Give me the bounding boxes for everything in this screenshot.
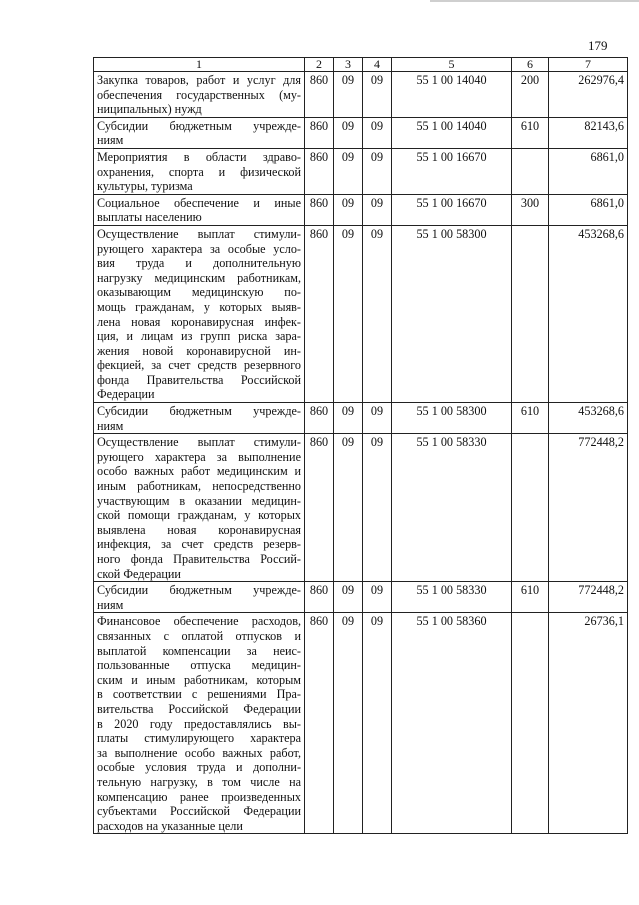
row-code-grbs-cell: 860 (305, 117, 334, 148)
row-name-line: ниям (97, 418, 124, 433)
table-row (94, 225, 628, 402)
row-name-line: ниям (97, 597, 124, 612)
row-amount-cell: 6861,0 (549, 148, 628, 194)
row-name-line: ция, и лицам из групп риска зара- (97, 329, 301, 344)
row-section-cell: 09 (334, 117, 363, 148)
row-subsection-cell: 09 (363, 613, 392, 834)
row-section-cell: 09 (334, 582, 363, 613)
row-amount-cell: 262976,4 (549, 72, 628, 118)
row-target-article-cell: 55 1 00 16670 (392, 148, 512, 194)
row-code-grbs-cell: 860 (305, 613, 334, 834)
row-name-line: лена новая коронавирусная инфек- (97, 314, 301, 329)
row-amount-cell: 453268,6 (549, 225, 628, 402)
row-name-line: особо важных работ медицинским и (97, 464, 301, 479)
row-name-cell (94, 148, 305, 194)
row-name-line: рующего характера за выполнение (97, 449, 301, 464)
row-name-line: фекцией, за счет средств резервного (97, 358, 301, 373)
row-target-article-cell: 55 1 00 16670 (392, 194, 512, 225)
row-expense-type-cell: 300 (512, 194, 549, 225)
row-name-line: ного фонда Правительства Россий- (97, 552, 301, 566)
row-name-line: пользованные отпуска медицин- (97, 658, 301, 673)
row-name-line: Осуществление выплат стимули- (97, 435, 301, 450)
row-name-line: Социальное обеспечение и иные (97, 195, 301, 210)
row-name-line: культуры, туризма (97, 179, 193, 194)
row-name-line: обеспечения государственных (му- (97, 87, 301, 102)
row-name-line: Осуществление выплат стимули- (97, 226, 301, 241)
row-section-cell: 09 (334, 194, 363, 225)
row-name-line: Мероприятия в области здраво- (97, 149, 301, 164)
row-subsection-cell: 09 (363, 225, 392, 402)
row-target-article-cell: 55 1 00 14040 (392, 72, 512, 118)
row-section-cell: 09 (334, 72, 363, 118)
row-name-line: компенсацию ранее произведенных (97, 789, 301, 804)
table-row (94, 72, 628, 118)
row-name-line: жения новой коронавирусной ин- (97, 343, 301, 358)
row-target-article-cell: 55 1 00 58300 (392, 225, 512, 402)
row-name-line: рующего характера за особые усло- (97, 241, 301, 256)
table-row (94, 117, 628, 148)
row-amount-cell: 6861,0 (549, 194, 628, 225)
header-cell: 3 (334, 58, 363, 72)
row-name-line: охранения, спорта и физической (97, 164, 301, 179)
header-cell: 7 (549, 58, 628, 72)
table-header-row (94, 58, 628, 72)
header-cell: 5 (392, 58, 512, 72)
row-code-grbs-cell: 860 (305, 72, 334, 118)
header-cell: 1 (94, 58, 305, 72)
row-name-line: особые условия труда и дополни- (97, 760, 301, 775)
row-code-grbs-cell: 860 (305, 403, 334, 434)
row-section-cell: 09 (334, 434, 363, 582)
row-expense-type-cell (512, 434, 549, 582)
row-name-line: Субсидии бюджетным учрежде- (97, 404, 301, 419)
row-name-line: Федерации (97, 387, 155, 402)
row-name-line: ниципальных) нужд (97, 102, 202, 117)
table-row (94, 434, 628, 582)
table-row (94, 148, 628, 194)
row-name-line: платы стимулирующего характера (97, 731, 301, 746)
row-name-line: ским и иным работникам, которым (97, 672, 301, 687)
row-code-grbs-cell: 860 (305, 225, 334, 402)
row-name-line: нагрузку медицинским работникам, (97, 270, 301, 285)
row-name-cell (94, 194, 305, 225)
row-name-line: выявлена новая коронавирусная (97, 522, 301, 537)
row-section-cell: 09 (334, 613, 363, 834)
row-name-line: инфекция, за счет средств резерв- (97, 537, 301, 552)
header-cell: 4 (363, 58, 392, 72)
header-cell: 6 (512, 58, 549, 72)
row-name-line: тельную нагрузку, в том числе на (97, 774, 301, 789)
row-section-cell: 09 (334, 148, 363, 194)
row-name-line: Субсидии бюджетным учрежде- (97, 583, 301, 598)
row-subsection-cell: 09 (363, 403, 392, 434)
page-number: 179 (588, 38, 608, 53)
row-name-line: оказывающим медицинскую по- (97, 285, 301, 300)
row-name-line: за выполнение особо важных работ, (97, 745, 301, 760)
row-subsection-cell: 09 (363, 434, 392, 582)
row-name-line: иным работникам, непосредственно (97, 479, 301, 494)
row-section-cell: 09 (334, 403, 363, 434)
row-name-line: фонда Правительства Российской (97, 372, 301, 387)
row-name-line: выплатой компенсации за неис- (97, 643, 301, 658)
row-code-grbs-cell: 860 (305, 434, 334, 582)
row-name-line: субъектами Российской Федерации (97, 804, 301, 819)
row-subsection-cell: 09 (363, 117, 392, 148)
row-expense-type-cell (512, 148, 549, 194)
table-row (94, 613, 628, 834)
table-row (94, 403, 628, 434)
row-subsection-cell: 09 (363, 194, 392, 225)
row-target-article-cell: 55 1 00 58330 (392, 434, 512, 582)
row-subsection-cell: 09 (363, 582, 392, 613)
row-name-line: связанных с оплатой отпусков и (97, 628, 301, 643)
row-name-line: Закупка товаров, работ и услуг для (97, 73, 301, 87)
row-name-line: ской Федерации (97, 566, 181, 581)
table-row (94, 194, 628, 225)
row-section-cell: 09 (334, 225, 363, 402)
row-name-line: вительства Российской Федерации (97, 701, 301, 716)
row-code-grbs-cell: 860 (305, 582, 334, 613)
row-name-cell (94, 72, 305, 118)
row-target-article-cell: 55 1 00 58360 (392, 613, 512, 834)
row-subsection-cell: 09 (363, 72, 392, 118)
row-amount-cell: 82143,6 (549, 117, 628, 148)
row-expense-type-cell (512, 613, 549, 834)
row-name-cell (94, 613, 305, 834)
row-code-grbs-cell: 860 (305, 148, 334, 194)
row-expense-type-cell: 610 (512, 117, 549, 148)
table-row (94, 582, 628, 613)
row-name-line: в соответствии с решениями Пра- (97, 687, 301, 702)
row-name-cell (94, 403, 305, 434)
row-amount-cell: 772448,2 (549, 582, 628, 613)
row-name-line: ниям (97, 133, 124, 148)
row-amount-cell: 453268,6 (549, 403, 628, 434)
row-name-line: мощь гражданам, у которых выяв- (97, 299, 301, 314)
row-name-line: вия труда и дополнительную (97, 256, 301, 271)
row-expense-type-cell (512, 225, 549, 402)
row-code-grbs-cell: 860 (305, 194, 334, 225)
row-name-line: ской помощи гражданам, у которых (97, 508, 301, 523)
row-name-line: в 2020 году предоставлялись вы- (97, 716, 301, 731)
scan-edge-line (430, 0, 639, 2)
budget-table (93, 57, 628, 834)
row-amount-cell: 26736,1 (549, 613, 628, 834)
row-target-article-cell: 55 1 00 58330 (392, 582, 512, 613)
row-target-article-cell: 55 1 00 14040 (392, 117, 512, 148)
row-expense-type-cell: 610 (512, 403, 549, 434)
row-name-line: участвующим в оказании медицин- (97, 493, 301, 508)
row-name-line: Субсидии бюджетным учрежде- (97, 118, 301, 133)
row-name-line: расходов на указанные цели (97, 818, 243, 833)
row-amount-cell: 772448,2 (549, 434, 628, 582)
row-expense-type-cell: 610 (512, 582, 549, 613)
row-name-line: выплаты населению (97, 210, 202, 225)
row-name-cell (94, 117, 305, 148)
row-name-line: Финансовое обеспечение расходов, (97, 614, 301, 629)
row-target-article-cell: 55 1 00 58300 (392, 403, 512, 434)
row-subsection-cell: 09 (363, 148, 392, 194)
row-name-cell (94, 434, 305, 582)
row-expense-type-cell: 200 (512, 72, 549, 118)
row-name-cell (94, 225, 305, 402)
header-cell: 2 (305, 58, 334, 72)
row-name-cell (94, 582, 305, 613)
